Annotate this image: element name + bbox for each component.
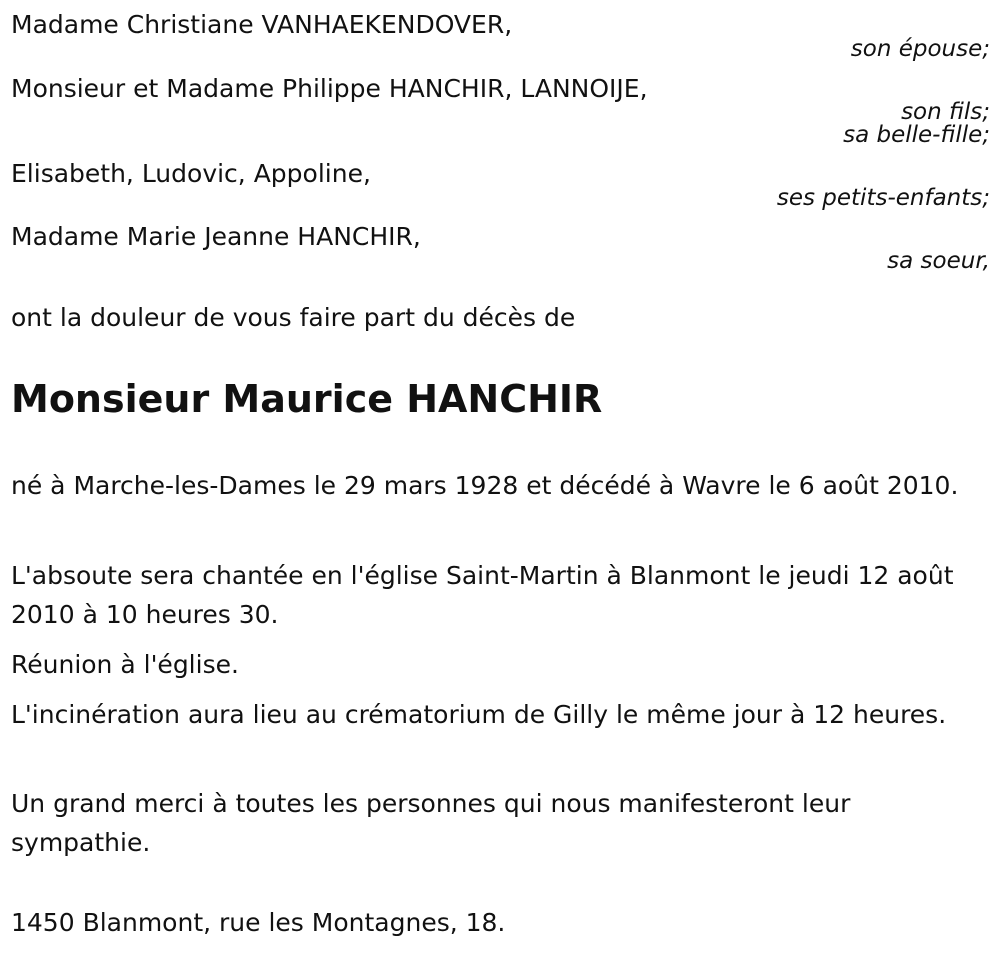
intro-text: ont la douleur de vous faire part du décès de — [11, 303, 576, 332]
notice-paragraph: L'absoute sera chantée en l'église Saint-Martin à Blanmont le jeudi 12 août 2010 à 10 heures 30. — [11, 561, 954, 629]
family-member-role: son épouse; — [850, 36, 990, 62]
address: 1450 Blanmont, rue les Montagnes, 18. — [11, 908, 506, 937]
notice-paragraph: L'incinération aura lieu au crématorium de Gilly le même jour à 12 heures. — [11, 700, 947, 729]
family-member-name: Monsieur et Madame Philippe HANCHIR, LANNOIJE, — [11, 74, 648, 103]
family-member-role: ses petits-enfants; — [776, 185, 990, 211]
family-member-name: Elisabeth, Ludovic, Appoline, — [11, 159, 371, 188]
notice-paragraph: né à Marche-les-Dames le 29 mars 1928 et décédé à Wavre le 6 août 2010. — [11, 471, 959, 500]
deceased-name: Monsieur Maurice HANCHIR — [11, 377, 603, 421]
family-member-role: sa soeur, — [887, 248, 990, 274]
family-member-role: sa belle-fille; — [843, 122, 990, 148]
notice-paragraph: Un grand merci à toutes les personnes qui nous manifesteront leur sympathie. — [11, 789, 851, 857]
family-member-name: Madame Christiane VANHAEKENDOVER, — [11, 10, 513, 39]
family-member-role: son fils; — [901, 99, 990, 125]
notice-paragraph: Réunion à l'église. — [11, 650, 239, 679]
family-member-name: Madame Marie Jeanne HANCHIR, — [11, 222, 421, 251]
